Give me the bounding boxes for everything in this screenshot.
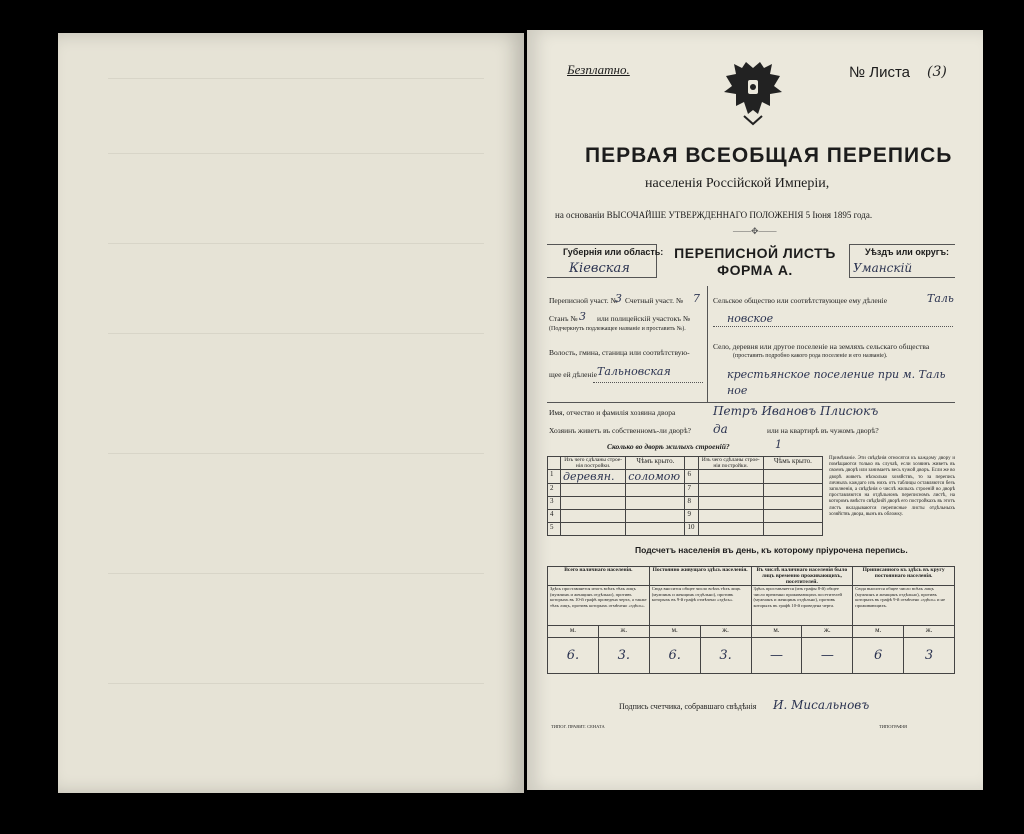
lives-label: Хозяинъ живетъ въ собственномъ-ли дворѣ?	[549, 426, 691, 435]
sex-header: м.	[649, 626, 700, 638]
summary-col-title: Всего наличнаго населенія.	[548, 567, 650, 586]
row-number: 9	[685, 510, 698, 523]
row-number: 3	[548, 497, 561, 510]
row-number: 5	[548, 523, 561, 536]
sex-header: м.	[548, 626, 599, 638]
sex-header: м.	[751, 626, 802, 638]
roof-header: Чѣмъ крыто.	[626, 457, 685, 470]
form-letter: ФОРМА А.	[717, 262, 793, 278]
summary-value: —	[751, 638, 802, 674]
volost-label-2: щее ей дѣленіе	[549, 370, 597, 379]
row-number: 10	[685, 523, 698, 536]
summary-col-desc: Здѣсь проставляется итогъ всѣхъ тѣхъ лицъ (мужчинъ и женщинъ отдѣльно), противъ которыхъ въ 10-й графѣ проведена черта, а также тѣхъ лицъ, противъ которыхъ отмѣчено «здѣсь».	[548, 586, 650, 626]
roof-cell: соломою	[626, 470, 685, 484]
counter-district-label: Счетный участ. №	[625, 296, 684, 305]
uezd-value: Уманскій	[853, 261, 913, 275]
bleed-through-line	[108, 243, 484, 244]
summary-heading: Подсчетъ населенія въ день, къ которому пріурочена перепись.	[635, 545, 908, 555]
sex-header: ж.	[802, 626, 853, 638]
village-note: (проставить подробно какого рода поселеніе и его названіе).	[733, 353, 888, 359]
row-number: 4	[548, 510, 561, 523]
lives-value: да	[713, 422, 728, 436]
row-number: 2	[548, 484, 561, 497]
stan-label: Станъ №	[549, 314, 578, 323]
printer-left: ТИПОГ. ПРАВИТ. СЕНАТА	[551, 724, 605, 729]
buildings-value: 1	[775, 438, 782, 451]
census-district-label: Переписной участ. №	[549, 296, 618, 305]
ornament-divider: ——✥——	[733, 226, 777, 236]
buildings-table	[547, 456, 823, 536]
row-number: 7	[685, 484, 698, 497]
owner-label: Имя, отчество и фамилія хозяина двора	[549, 408, 676, 417]
summary-value: 3	[904, 638, 955, 674]
title-line-3: на основаніи ВЫСОЧАЙШЕ УТВЕРЖДЕННАГО ПОЛОЖЕНІЯ 5 Іюня 1895 года.	[555, 210, 873, 220]
printer-right: ТИПОГРАФІЯ	[879, 724, 908, 729]
sex-header: ж.	[700, 626, 751, 638]
row-number: 1	[548, 470, 561, 484]
sheet-number-label: № Листа	[849, 64, 911, 81]
society-value-1: Таль	[927, 292, 954, 305]
census-district-value: 3	[615, 292, 622, 305]
volost-label: Волость, гмина, станица или соотвѣтствую-	[549, 348, 690, 357]
material-header-2: Изъ чего сдѣланы строе-нія постройки.	[698, 457, 763, 470]
stan-note: (Подчеркнуть подлежащее названіе и проставить №).	[549, 326, 686, 332]
village-value-2: ное	[727, 384, 748, 397]
buildings-label: Сколько во дворѣ жилыхъ строеній?	[607, 442, 730, 451]
volost-value: Тальновская	[597, 365, 671, 378]
bleed-through-line	[108, 78, 484, 79]
sex-header: ж.	[904, 626, 955, 638]
left-page-blank	[58, 33, 524, 793]
society-value-2: новское	[727, 312, 774, 325]
census-title: ПЕРВАЯ ВСЕОБЩАЯ ПЕРЕПИСЬ	[585, 144, 953, 167]
material-cell: деревян.	[561, 470, 626, 484]
society-label: Сельское общество или соотвѣтствующее ему дѣленіе	[713, 296, 888, 305]
stan-value: 3	[579, 310, 586, 323]
free-label: Безплатно.	[567, 62, 630, 77]
row-number: 8	[685, 497, 698, 510]
row-number: 6	[685, 470, 698, 484]
population-summary-table	[547, 566, 955, 674]
summary-col-desc: Здѣсь проставляется (изъ графы 8-й) общее число временно проживающихъ посетителей (мужчинъ и женщинъ отдѣльно), противъ которыхъ въ графѣ 10-й проведена черта.	[751, 586, 853, 626]
summary-value: 6	[853, 638, 904, 674]
village-value-1: крестьянское поселение при м. Таль	[727, 368, 946, 381]
summary-value: 6.	[649, 638, 700, 674]
census-form-page	[527, 30, 983, 790]
police-district-label: или полицейскій участокъ №	[597, 314, 691, 323]
summary-value: 3.	[598, 638, 649, 674]
owner-value: Петръ Ивановъ Плисюкъ	[713, 404, 879, 418]
summary-value: —	[802, 638, 853, 674]
sex-header: ж.	[598, 626, 649, 638]
summary-value: 3.	[700, 638, 751, 674]
signature-value: И. Мисальновъ	[773, 698, 870, 712]
summary-col-desc: Сюда вносится общее число всѣхъ лицъ (мужчинъ и женщинъ отдѣльно), противъ которыхъ въ графѣ 9-й отмѣчено «здѣсь» и не проживающихъ.	[853, 586, 955, 626]
summary-col-desc: Сюда вносится общее число всѣхъ тѣхъ лицъ (мужчинъ и женщинъ отдѣльно), противъ которыхъ въ 9-й графѣ отмѣчено «здѣсь».	[649, 586, 751, 626]
gubernia-value: Кіевская	[569, 261, 630, 276]
lives-tail: или на квартирѣ въ чужомъ дворѣ?	[767, 426, 879, 435]
summary-col-title: Постоянно живущаго здѣсь населенія.	[649, 567, 751, 586]
summary-col-title: Приписанного къ здѣсь въ кругу постояннаго населенія.	[853, 567, 955, 586]
bleed-through-line	[108, 573, 484, 574]
village-label: Село, деревня или другое поселеніе на земляхъ сельскаго общества	[713, 342, 930, 351]
summary-col-title: Въ числѣ наличнаго населенія было лицъ временно проживающихъ, посетителей.	[751, 567, 853, 586]
note-text: Примѣчаніе. Эти свѣдѣнія относятся къ каждому двору и помѣщаются только въ случаѣ, если хозяинъ живетъ въ своемъ дворѣ или занимаетъ весь чужой дворъ. Если же во дворѣ живетъ нѣсколько хозяйствъ, то за перепись личныхъ каждаго изъ нихъ отъ таблицы оставляются безъ заполненія, а свѣдѣнія о числѣ жилыхъ строеній во дворѣ проставляются на отдѣльномъ переписномъ листѣ, на которомъ вмѣсто свѣдѣній дворѣ его постройкахъ въ этотъ листъ вкладываются переписные листы отдѣльныхъ хозяйствъ двора, вынъ въ обложку.	[829, 456, 955, 517]
bleed-through-line	[108, 453, 484, 454]
bleed-through-line	[108, 333, 484, 334]
sheet-number-value: (3)	[927, 64, 947, 80]
title-line-2: населенія Россійской Имперіи,	[645, 176, 830, 191]
roof-header-2: Чѣмъ крыто.	[763, 457, 822, 470]
material-header: Изъ чего сдѣланы строе-нія постройки.	[561, 457, 626, 470]
counter-district-value: 7	[693, 292, 700, 305]
signature-label: Подпись счетчика, собравшаго свѣдѣнія	[619, 702, 757, 711]
double-headed-eagle-emblem	[722, 58, 784, 128]
bleed-through-line	[108, 683, 484, 684]
form-title: ПЕРЕПИСНОЙ ЛИСТЪ	[674, 245, 836, 261]
summary-value: 6.	[548, 638, 599, 674]
bleed-through-line	[108, 153, 484, 154]
gubernia-label: Губернія или область:	[563, 247, 664, 257]
uezd-label: Уѣздъ или округъ:	[865, 247, 950, 257]
sex-header: м.	[853, 626, 904, 638]
